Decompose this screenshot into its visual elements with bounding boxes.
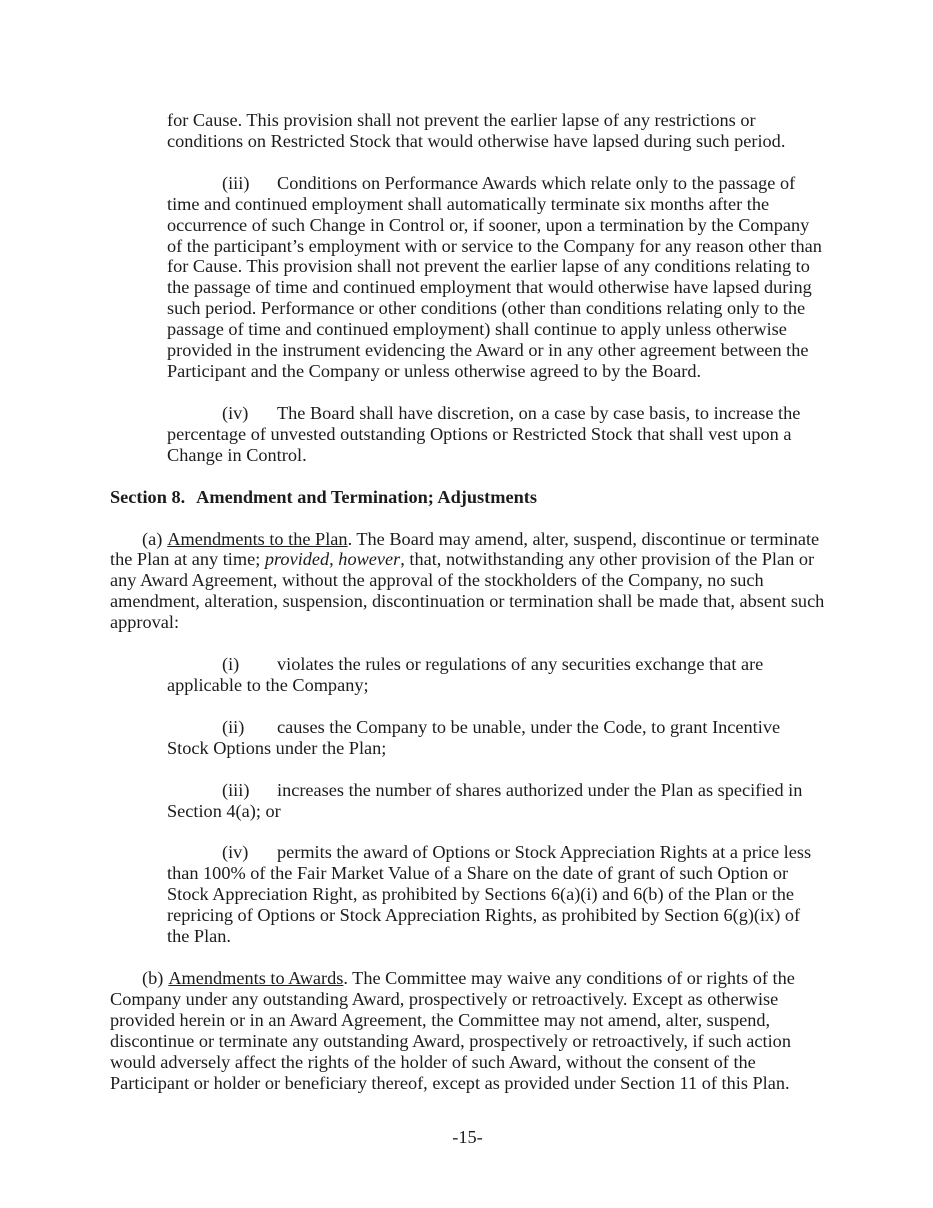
list-item-iii-change-in-control (167, 173, 825, 382)
list-item-ii-amendments (167, 717, 825, 759)
page-number: -15- (452, 1127, 483, 1148)
text-run: Section 8. (110, 486, 186, 507)
text-run: The Board shall have discretion, on a case by case basis, to increase the percentage of unvested outstanding Options or Restricted Stock that shall vest upon a Change in Control. (167, 402, 801, 465)
list-marker: (iii) (222, 779, 250, 800)
list-marker: (b) (142, 968, 164, 988)
list-item-i-amendments (167, 654, 825, 696)
text-run: . The Board may amend, alter, suspend, discontinue or terminate the Plan at any time; (110, 528, 820, 570)
list-item-iv-amendments (167, 842, 825, 947)
text-run: for Cause. This provision shall not prevent the earlier lapse of any restrictions or conditions on Restricted Stock that would otherwise have lapsed during such period. (167, 110, 786, 151)
text-run: permits the award of Options or Stock Appreciation Rights at a price less than 100% of the Fair Market Value of a Share on the date of grant of such Option or Stock Appreciation Right, as prohibited by Sections 6(a)(i) and 6(b) of the Plan or the repricing of Options or Stock Appreciation Rights, as prohibited by Section 6(g)(ix) of the Plan. (167, 842, 812, 947)
list-marker: (iv) (222, 402, 249, 423)
text-run: , that, notwithstanding any other provision of the Plan or any Award Agreement, without the approval of the stockholders of the Company, no such amendment, alteration, suspension, discontinuation or termination shall be made that, absent such approval: (110, 549, 825, 633)
text-run: causes the Company to be unable, under the Code, to grant Incentive Stock Options under the Plan; (167, 716, 781, 758)
text-run: increases the number of shares authorized under the Plan as specified in Section 4(a); or (167, 779, 803, 821)
text-run: . The Committee may waive any conditions of or rights of the Company under any outstanding Award, prospectively or retroactively. Except as otherwise provided herein or in an Award Agreement, the Committee may not amend, alter, suspend, discontinue or terminate any outstanding Award, prospectively or retroactively, if such action would adversely affect the rights of the holder of such Award, without the consent of the Participant or holder or beneficiary thereof, except as provided under Section 11 of this Plan. (110, 968, 795, 1093)
paragraph-a-amendments-to-the-plan (110, 529, 825, 634)
paragraph-b-amendments-to-awards (110, 968, 825, 1093)
list-item-iv-change-in-control (167, 403, 825, 466)
paragraph-continuation (167, 110, 825, 152)
section-8-heading (110, 487, 825, 508)
list-item-iii-amendments (167, 780, 825, 822)
document-body (110, 110, 825, 1093)
list-marker: (i) (222, 654, 240, 675)
list-marker: (iii) (222, 172, 250, 193)
text-run: Amendments to Awards (168, 968, 344, 988)
text-run: violates the rules or regulations of any securities exchange that are applicable to the Company; (167, 654, 764, 695)
text-run: provided, however (264, 549, 401, 570)
text-run: Conditions on Performance Awards which relate only to the passage of time and continued employment shall automatically terminate six months after the occurrence of such Change in Control or, if sooner, upon a termination by the Company of the participant’s employment with or service to the Company for any reason other than for Cause. This provision shall not prevent the earlier lapse of any conditions relating to the passage of time and continued employment that would otherwise have lapsed during such period. Performance or other conditions (other than conditions relating only to the passage of time and continued employment) shall continue to apply unless otherwise provided in the instrument evidencing the Award or in any other agreement between the Participant and the Company or unless otherwise agreed to by the Board. (167, 172, 822, 381)
list-marker: (ii) (222, 716, 245, 737)
text-run: Amendments to the Plan (167, 528, 348, 549)
list-marker: (a) (142, 528, 163, 549)
text-run: Amendment and Termination; Adjustments (196, 486, 537, 507)
list-marker: (iv) (222, 842, 249, 863)
